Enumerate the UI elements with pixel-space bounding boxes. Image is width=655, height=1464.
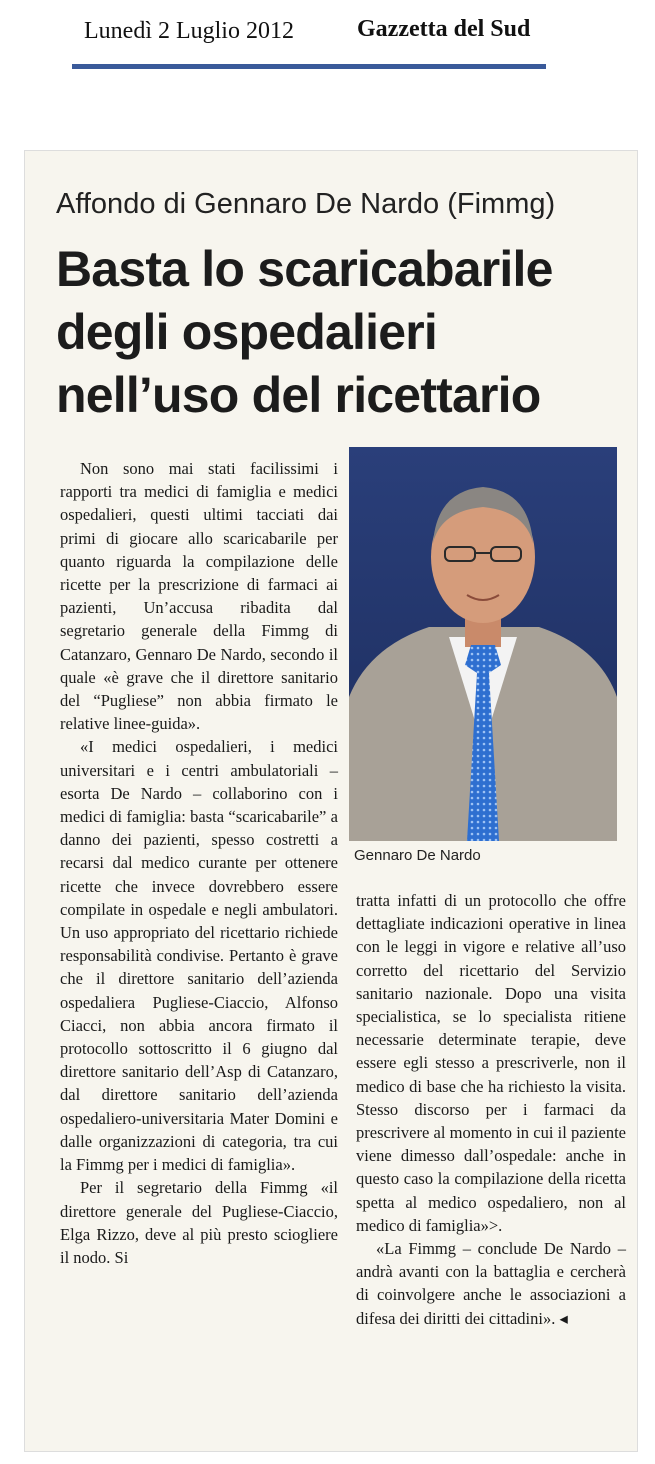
article-paragraph: «La Fimmg – conclude De Nardo – andrà avanti con la battaglia e cercherà di coinvolgere anche le associazioni a difesa dei diritti dei cittadini». ◂ xyxy=(356,1239,626,1328)
article-headline xyxy=(56,238,636,427)
masthead-date: Lunedì 2 Luglio 2012 xyxy=(84,18,294,44)
masthead-newspaper-name: Gazzetta del Sud xyxy=(357,16,531,42)
headline-line: Basta lo scaricabarile xyxy=(56,241,553,297)
article-column-right xyxy=(356,889,626,1330)
photo-caption: Gennaro De Nardo xyxy=(354,847,481,864)
article-kicker: Affondo di Gennaro De Nardo (Fimmg) xyxy=(56,188,556,220)
masthead-rule xyxy=(72,64,546,69)
article-paragraph: Non sono mai stati facilissimi i rapporti tra medici di famiglia e medici ospedalieri, questi ultimi tacciati dai primi di giocare allo scaricabarile per quanto riguarda la compilazione delle ricette per la prescrizione di farmaci ai pazienti, Un’accusa ribadita dal segretario generale della Fimmg di Catanzaro, Gennaro De Nardo, secondo il quale «è grave che il direttore sanitario del “Pugliese” non abbia firmato le relative linee-guida». xyxy=(60,459,338,734)
portrait-photo xyxy=(349,447,617,841)
article-paragraph: tratta infatti di un protocollo che offre dettagliate indicazioni operative in linea con le leggi in vigore e relative all’uso corretto del ricettario del Servizio sanitario nazionale. Dopo una visita specialistica, se lo specialista ritiene necessarie determinate terapie, deve essere egli stesso a prescriverle, non il medico di base che ha richiesto la visita. Stesso discorso per i farmaci da prescrivere al momento in cui il paziente viene dimesso dall’ospedale: anche in questo caso la compilazione della ricetta spetta al medico ospedaliero, non al medico di famiglia»>. xyxy=(356,891,626,1235)
article-column-left xyxy=(60,457,338,1269)
headline-line: nell’uso del ricettario xyxy=(56,367,541,423)
article-paragraph: Per il segretario della Fimmg «il direttore generale del Pugliese-Ciaccio, Elga Rizzo, deve al più presto sciogliere il nodo. Si xyxy=(60,1178,338,1267)
article-paragraph: «I medici ospedalieri, i medici universitari e i centri ambulatoriali – esorta De Nardo – collaborino con i medici di famiglia: basta “scaricabarile” a danno dei pazienti, spesso costretti a recarsi dal medico curante per ottenere ricette che invece dovrebbero essere compilate in ospedale e negli ambulatori. Un uso appropriato del ricettario richiede responsabilità condivise. Pertanto è grave che il direttore sanitario dell’azienda ospedaliera Pugliese-Ciaccio, Alfonso Ciacci, non abbia ancora firmato il protocollo sottoscritto il 6 giugno dal direttore sanitario dell’Asp di Catanzaro, dal direttore sanitario dell’azienda ospedaliero-universitaria Mater Domini e dalle organizzazioni di categoria, tra cui la Fimmg per i medici di famiglia». xyxy=(60,737,338,1175)
masthead xyxy=(72,10,546,70)
headline-line: degli ospedalieri xyxy=(56,304,437,360)
